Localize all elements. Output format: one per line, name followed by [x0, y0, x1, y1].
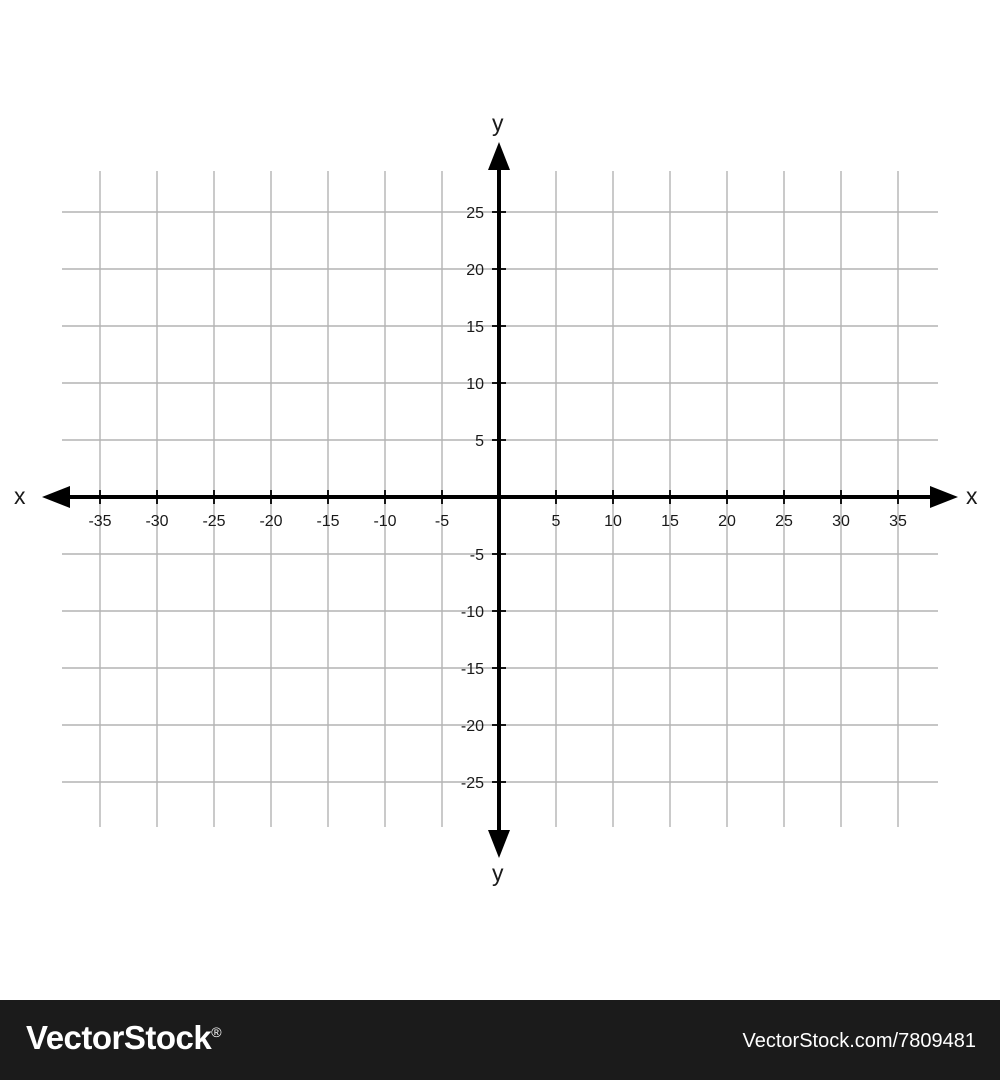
x-tick-label: 5	[551, 513, 561, 530]
y-axis-bottom-arrow	[488, 830, 510, 858]
image-id: 7809481	[898, 1030, 976, 1052]
y-tick-label: -15	[460, 661, 484, 678]
x-axis-label-right: x	[966, 483, 978, 509]
watermark-footer	[0, 1000, 1000, 1080]
x-tick-label: 10	[604, 513, 622, 530]
x-tick-label: 20	[718, 513, 736, 530]
y-axis-label-bottom: y	[492, 860, 504, 886]
x-tick-label: -35	[88, 513, 112, 530]
x-tick-label: 25	[775, 513, 793, 530]
x-tick-label: -5	[434, 513, 450, 530]
x-tick-label: -25	[202, 513, 226, 530]
logo-text-vector: Vector	[26, 1019, 124, 1056]
x-axis-label-left: x	[14, 483, 26, 509]
site-url	[743, 1030, 977, 1053]
y-tick-label: 10	[466, 376, 484, 393]
y-tick-label: -25	[460, 775, 484, 792]
x-axis-right-arrow	[930, 486, 958, 508]
logo-text-stock: Stock	[123, 1019, 212, 1056]
x-axis-left-arrow	[42, 486, 70, 508]
x-tick-label: -30	[145, 513, 169, 530]
y-tick-label: 20	[466, 262, 484, 279]
x-tick-label: -10	[373, 513, 397, 530]
x-tick-label: 30	[832, 513, 850, 530]
y-tick-label: 5	[475, 433, 484, 450]
y-tick-label: 15	[466, 319, 484, 336]
y-tick-label: -10	[460, 604, 484, 621]
x-tick-label: 15	[661, 513, 679, 530]
y-tick-label: -20	[460, 718, 484, 735]
y-axis-top-arrow	[488, 142, 510, 170]
x-tick-label: -15	[316, 513, 340, 530]
y-axis-label-top: y	[492, 110, 504, 136]
site-domain: VectorStock.com/	[742, 1030, 899, 1052]
registered-mark-icon: ®	[211, 1024, 222, 1040]
x-tick-label: 35	[889, 513, 907, 530]
x-tick-label: -20	[259, 513, 283, 530]
y-tick-label: -5	[469, 547, 484, 564]
vectorstock-logo	[26, 1019, 221, 1057]
y-axis	[488, 142, 510, 858]
y-tick-label: 25	[466, 205, 484, 222]
